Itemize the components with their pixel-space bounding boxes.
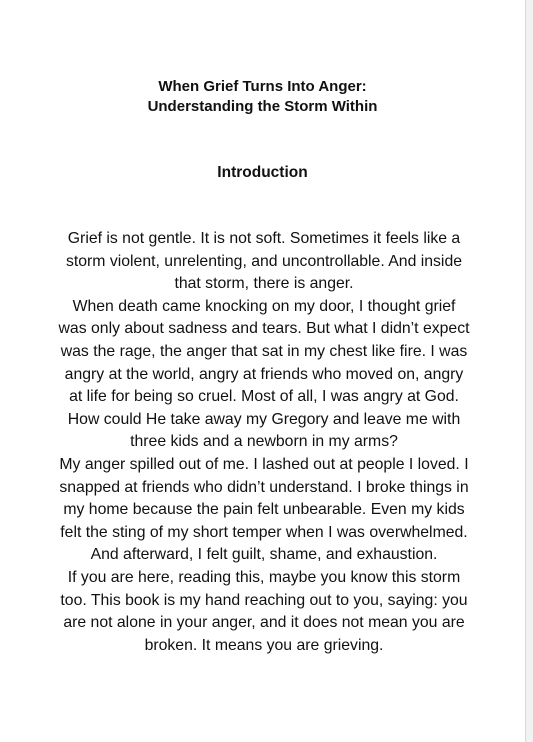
body-line: my home because the pain felt unbearable. Even my kids [63,501,465,519]
page-edge [525,0,533,742]
title-line: When Grief Turns Into Anger: [158,78,367,95]
title-line: Understanding the Storm Within [147,98,378,115]
body-line: three kids and a newborn in my arms? [130,433,398,451]
body-line: angry at the world, angry at friends who moved on, angry [64,365,464,383]
body-line: that storm, there is anger. [174,275,354,293]
body-line: And afterward, I felt guilt, shame, and exhaustion. [90,546,438,564]
body-line: was the rage, the anger that sat in my chest like fire. I was [60,342,468,360]
body-line: snapped at friends who didn’t understand. I broke things in [59,478,469,496]
body-line: at life for being so cruel. Most of all, I was angry at God. [69,388,459,406]
body-line: When death came knocking on my door, I thought grief [72,297,456,315]
body-line: storm violent, unrelenting, and uncontrollable. And inside [65,252,463,270]
body-line: too. This book is my hand reaching out to you, saying: you [60,591,468,609]
body-line: How could He take away my Gregory and leave me with [67,410,461,428]
body-line: Grief is not gentle. It is not soft. Sometimes it feels like a [67,230,461,247]
section-heading: Introduction [217,164,308,181]
body-line: are not alone in your anger, and it does not mean you are [63,614,465,632]
body-line: My anger spilled out of me. I lashed out at people I loved. I [59,455,469,473]
body-line: If you are here, reading this, maybe you know this storm [67,568,461,586]
document-title [0,77,525,117]
body-paragraphs [38,228,490,657]
body-line: broken. It means you are grieving. [144,636,384,654]
body-line: was only about sadness and tears. But what I didn’t expect [58,320,470,338]
body-line: felt the sting of my short temper when I was overwhelmed. [60,523,468,541]
